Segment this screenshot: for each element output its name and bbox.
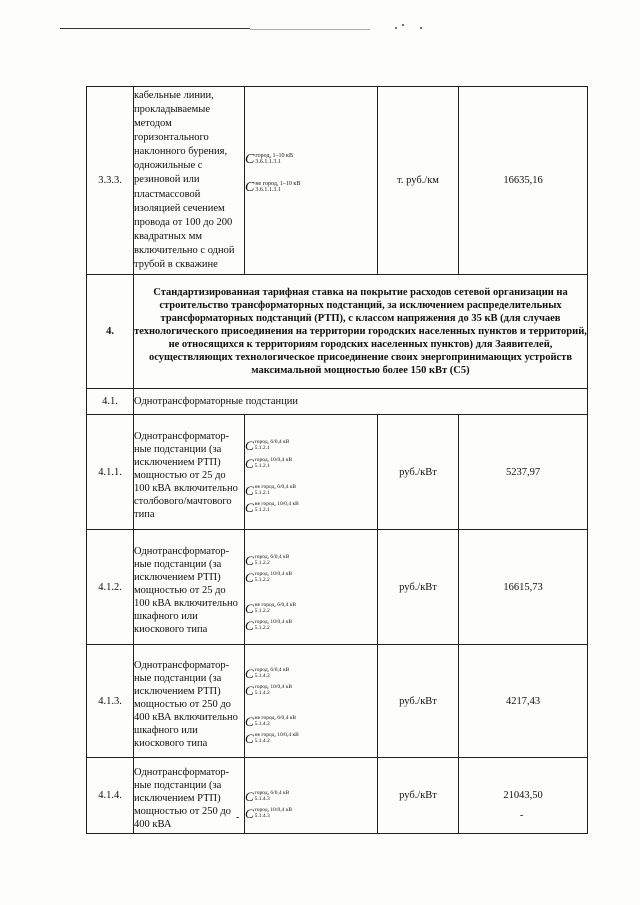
formula-subscript: 5.1.4.3 [254,795,270,802]
formula [245,501,377,514]
table-row-4-1-2 [87,530,588,645]
table-row-4-1 [87,389,588,415]
unit: руб./кВт [378,758,459,834]
cell-dash-mark: - [236,812,240,823]
formula-superscript: город, 6/0,4 кВ [254,438,290,445]
formula-symbol: C [245,437,254,453]
formula [245,667,377,680]
formula-subscript: 5.1.2.2 [254,608,270,614]
formula-symbol: C [245,683,254,698]
row-number: 4.1.3. [87,645,134,758]
formula-symbol: C [245,482,254,498]
formula-superscript: город, 10/0,4 кВ [254,571,293,577]
formula-symbol: C [245,714,254,729]
formula-cell [245,530,378,645]
table-row-4-1-1 [87,415,588,530]
formula-symbol: C [245,805,254,821]
scan-artifact-dot [395,27,397,29]
formula-superscript: город, 6/0,4 кВ [254,667,290,673]
formula-superscript: не город, 10/0,4 кВ [254,500,299,507]
section-heading: Стандартизированная тарифная ставка на покрытие расходов сетевой организации на строительство трансформаторных подстанций, за исключением распределительных трансформаторных подстанций (РТП), с классом напряжения до 35 кВ (для случаев технологического присоединения на территории городских населенных пунктов и территорий, не относящихся к территориям городских населенных пунктов) для Заявителей, осуществляющих технологическое присоединение своих энергопринимающих устройств максимальной мощностью более 150 кВт (С5) [134,275,588,389]
formula-subscript: 5.1.2.1 [254,489,270,496]
formula [245,790,377,803]
formula-superscript: не город, 10/0,4 кВ [254,732,299,738]
unit: т. руб./км [378,87,459,275]
row-number: 3.3.3. [87,87,134,275]
formula-subscript: 5.1.2.1 [254,444,270,451]
formula-subscript: 5.1.2.2 [254,577,270,583]
formula-symbol: C [245,570,254,585]
row-description: Однотрансформатор-ные подстанции (за исключением РТП) мощностью от 25 до 100 кВА включительно шкафного или киоскового типа [134,530,245,645]
scan-artifact-dot [420,27,422,29]
formula [245,732,377,745]
formula [245,554,377,567]
formula [245,484,377,497]
subsection-title: Однотрансформаторные подстанции [134,389,588,415]
formula [245,181,377,195]
table-row-3-3-3 [87,87,588,275]
formula-superscript: город, 6/0,4 кВ [254,789,290,796]
formula-subscript: 5.1.2.1 [254,462,270,469]
row-description: Однотрансформатор-ные подстанции (за исключением РТП) мощностью от 250 до 400 кВА [134,758,245,834]
unit: руб./кВт [378,415,459,530]
formula-subscript: 5.1.2.2 [254,625,270,631]
formula [245,571,377,584]
unit: руб./кВт [378,645,459,758]
formula [245,457,377,470]
table-row-4-1-4 [87,758,588,834]
formula-symbol: C [245,499,254,515]
formula-symbol: C [245,179,255,195]
formula-symbol: C [245,788,254,804]
formula-superscript: город, 10/0,4 кВ [254,456,293,463]
row-number: 4.1. [87,389,134,415]
formula [245,684,377,697]
formula [245,619,377,632]
formula-superscript: не город, 1–10 кВ [255,180,301,187]
formula-subscript: 5.1.4.2 [254,690,270,696]
table-row-4-1-3 [87,645,588,758]
formula-symbol: C [245,731,254,746]
formula [245,153,377,167]
formula-symbol: C [245,666,254,681]
row-description: Однотрансформатор-ные подстанции (за исключением РТП) мощностью от 250 до 400 кВА включительно шкафного или киоскового типа [134,645,245,758]
formula [245,602,377,615]
scan-artifact-dot [402,24,404,26]
formula-superscript: город, 1–10 кВ [255,152,293,159]
formula-superscript: не город, 6/0,4 кВ [254,483,297,490]
row-description: кабельные линии, прокладываемые методом горизонтального наклонного бурения, одножильные с резиновой или пластмассовой изоляцией сечением провода от 100 до 200 квадратных мм включительно с одной трубой в скважине [134,87,245,275]
formula-subscript: 3.6.1.1.3.1 [255,159,281,165]
formula [245,439,377,452]
scan-artifact-line-2 [250,29,370,30]
formula-superscript: город, 6/0,4 кВ [254,554,290,560]
formula-symbol: C [245,601,254,616]
formula-superscript: город, 10/0,4 кВ [254,684,293,690]
formula-cell [245,87,378,275]
row-description: Однотрансформатор-ные подстанции (за исключением РТП) мощностью от 25 до 100 кВА включительно столбового/мачтового типа [134,415,245,530]
formula-cell [245,415,378,530]
formula-subscript: 3.6.1.1.3.1 [255,187,281,193]
formula-superscript: город, 10/0,4 кВ [254,619,293,625]
formula-subscript: 5.1.2.2 [254,560,270,566]
formula-subscript: 5.1.2.1 [254,506,270,513]
formula [245,807,377,820]
row-number: 4.1.2. [87,530,134,645]
formula-cell [245,758,378,834]
formula-subscript: 5.1.4.2 [254,673,270,679]
formula-symbol: C [245,553,254,568]
value: 16635,16 [459,87,588,275]
tariff-table [86,86,588,834]
formula-symbol: C [245,151,255,167]
value: 16615,73 [459,530,588,645]
formula-symbol: C [245,618,254,633]
formula [245,715,377,728]
scan-artifact-line [60,28,250,29]
value: 4217,43 [459,645,588,758]
formula-subscript: 5.1.4.2 [254,721,270,727]
value: 21043,50 [459,758,588,834]
row-number: 4.1.1. [87,415,134,530]
formula-superscript: город, 10/0,4 кВ [254,806,293,813]
formula-subscript: 5.1.4.3 [254,812,270,819]
unit: руб./кВт [378,530,459,645]
row-number: 4. [87,275,134,389]
formula-superscript: не город, 6/0,4 кВ [254,602,297,608]
cell-dash-mark: - [520,810,524,821]
table-row-4 [87,275,588,389]
formula-cell [245,645,378,758]
formula-superscript: не город, 6/0,4 кВ [254,715,297,721]
formula-subscript: 5.1.4.2 [254,738,270,744]
value: 5237,97 [459,415,588,530]
formula-symbol: C [245,455,254,471]
row-number: 4.1.4. [87,758,134,834]
